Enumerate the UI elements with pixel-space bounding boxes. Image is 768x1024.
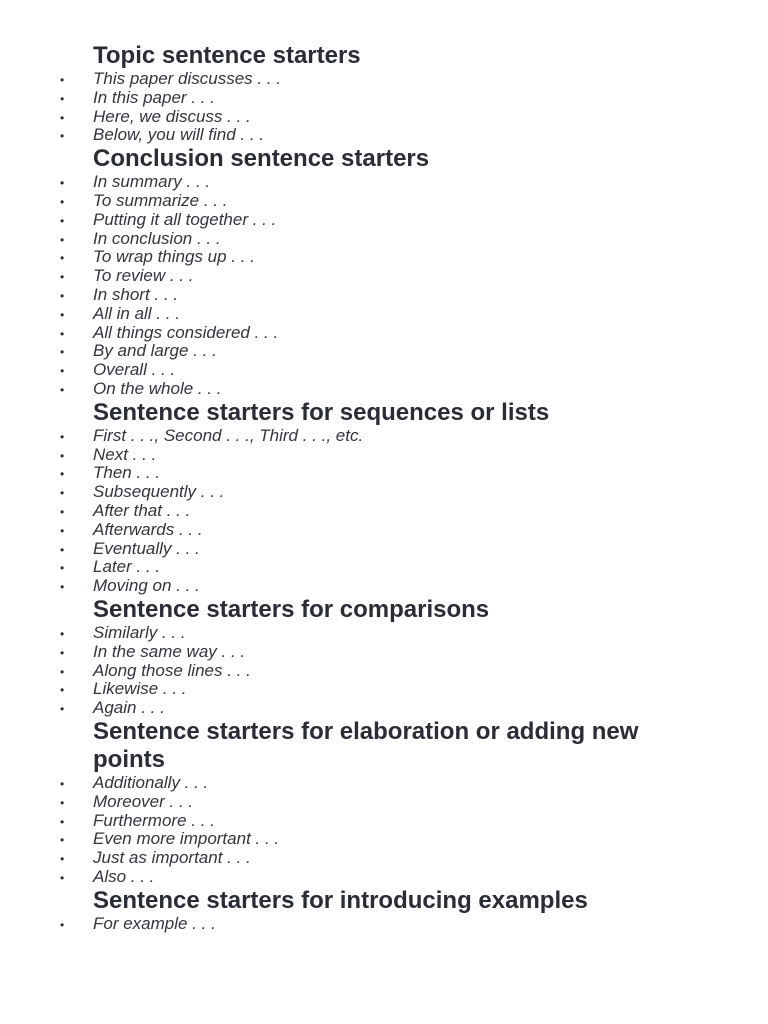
list-item-text: Also . . . (93, 866, 155, 886)
list-item-text: Afterwards . . . (93, 519, 203, 539)
list-item (0, 89, 768, 108)
bullet-icon: • (60, 580, 65, 595)
list-item-text: Moreover . . . (93, 791, 194, 811)
bullet-icon: • (60, 176, 65, 191)
list-item-text: By and large . . . (93, 341, 217, 361)
list-item (0, 361, 768, 380)
list-item-text: Moving on . . . (93, 576, 200, 596)
bullet-icon: • (60, 429, 65, 444)
list-item (0, 464, 768, 483)
bullet-icon: • (60, 448, 65, 463)
bullet-icon: • (60, 382, 65, 397)
list-item (0, 173, 768, 192)
list-item-text: Here, we discuss . . . (93, 106, 251, 126)
list-item-text: Putting it all together . . . (93, 209, 277, 229)
list-item-text: After that . . . (93, 500, 191, 520)
list-item-text: Likewise . . . (93, 679, 187, 699)
list-item-text: Subsequently . . . (93, 482, 225, 502)
bullet-icon: • (60, 645, 65, 660)
list-item-text: Overall . . . (93, 360, 176, 380)
list-item-text: All things considered . . . (93, 322, 279, 342)
list-item-text: Below, you will find . . . (93, 125, 265, 145)
list-item (0, 211, 768, 230)
list-item-text: Next . . . (93, 444, 157, 464)
bullet-icon: • (60, 486, 65, 501)
bullet-icon: • (60, 814, 65, 829)
section-heading: Sentence starters for sequences or lists (93, 398, 550, 426)
list-item-text: In summary . . . (93, 172, 211, 192)
list-item-text: Later . . . (93, 557, 161, 577)
bullet-icon: • (60, 561, 65, 576)
list-item (0, 108, 768, 127)
bullet-icon: • (60, 664, 65, 679)
sentence-starter-list (0, 774, 768, 887)
document (0, 42, 768, 933)
list-item (0, 305, 768, 324)
list-item-text: First . . ., Second . . ., Third . . ., etc. (93, 425, 364, 445)
list-item-text: To wrap things up . . . (93, 247, 255, 267)
sentence-starter-list (0, 427, 768, 596)
bullet-icon: • (60, 523, 65, 538)
list-item (0, 324, 768, 343)
list-item (0, 830, 768, 849)
list-item-text: Just as important . . . (93, 848, 251, 868)
list-item (0, 774, 768, 793)
list-item-text: Furthermore . . . (93, 810, 215, 830)
bullet-icon: • (60, 683, 65, 698)
sentence-starter-list (0, 70, 768, 145)
list-item (0, 342, 768, 361)
bullet-icon: • (60, 917, 65, 932)
bullet-icon: • (60, 795, 65, 810)
bullet-icon: • (60, 270, 65, 285)
list-item (0, 812, 768, 831)
list-item (0, 126, 768, 145)
list-item (0, 427, 768, 446)
list-item (0, 230, 768, 249)
bullet-icon: • (60, 213, 65, 228)
list-item (0, 248, 768, 267)
list-item (0, 915, 768, 934)
list-item (0, 380, 768, 399)
list-item-text: On the whole . . . (93, 378, 222, 398)
bullet-icon: • (60, 504, 65, 519)
list-item-text: Similarly . . . (93, 622, 186, 642)
bullet-icon: • (60, 626, 65, 641)
list-item (0, 680, 768, 699)
section-heading: Conclusion sentence starters (93, 145, 430, 173)
bullet-icon: • (60, 232, 65, 247)
bullet-icon: • (60, 73, 65, 87)
bullet-icon: • (60, 702, 65, 717)
list-item (0, 868, 768, 887)
section-heading: Sentence starters for introducing examples (93, 886, 588, 914)
bullet-icon: • (60, 307, 65, 322)
list-item-text: Again . . . (93, 698, 165, 718)
list-item (0, 558, 768, 577)
bullet-icon: • (60, 326, 65, 341)
list-item (0, 502, 768, 521)
list-item (0, 577, 768, 596)
list-item (0, 662, 768, 681)
sentence-starter-list (0, 173, 768, 399)
bullet-icon: • (60, 91, 65, 106)
sentence-starter-list (0, 915, 768, 934)
list-item (0, 521, 768, 540)
bullet-icon: • (60, 194, 65, 209)
list-item (0, 699, 768, 718)
list-item-text: Then . . . (93, 463, 161, 483)
list-item-text: This paper discusses . . . (93, 69, 282, 88)
bullet-icon: • (60, 129, 65, 144)
bullet-icon: • (60, 870, 65, 885)
list-item-text: Eventually . . . (93, 538, 200, 558)
list-item (0, 643, 768, 662)
bullet-icon: • (60, 251, 65, 266)
bullet-icon: • (60, 110, 65, 125)
list-item (0, 446, 768, 465)
list-item (0, 540, 768, 559)
bullet-icon: • (60, 288, 65, 303)
list-item (0, 267, 768, 286)
section-heading: Topic sentence starters (93, 42, 361, 69)
bullet-icon: • (60, 776, 65, 791)
list-item (0, 70, 768, 89)
list-item-text: In the same way . . . (93, 641, 246, 661)
list-item-text: To summarize . . . (93, 190, 228, 210)
list-item (0, 793, 768, 812)
list-item-text: For example . . . (93, 913, 216, 933)
list-item-text: Along those lines . . . (93, 660, 251, 680)
section-heading: Sentence starters for elaboration or adding new points (93, 717, 639, 773)
bullet-icon: • (60, 852, 65, 867)
bullet-icon: • (60, 364, 65, 379)
list-item (0, 849, 768, 868)
bullet-icon: • (60, 467, 65, 482)
list-item-text: In short . . . (93, 284, 179, 304)
section-heading: Sentence starters for comparisons (93, 595, 490, 623)
list-item (0, 192, 768, 211)
list-item-text: In conclusion . . . (93, 228, 221, 248)
list-item (0, 624, 768, 643)
list-item (0, 483, 768, 502)
bullet-icon: • (60, 542, 65, 557)
list-item-text: In this paper . . . (93, 87, 215, 107)
bullet-icon: • (60, 345, 65, 360)
list-item-text: To review . . . (93, 266, 194, 286)
sentence-starter-list (0, 624, 768, 718)
list-item-text: Even more important . . . (93, 829, 280, 849)
list-item-text: All in all . . . (93, 303, 180, 323)
bullet-icon: • (60, 833, 65, 848)
list-item-text: Additionally . . . (93, 772, 209, 792)
list-item (0, 286, 768, 305)
